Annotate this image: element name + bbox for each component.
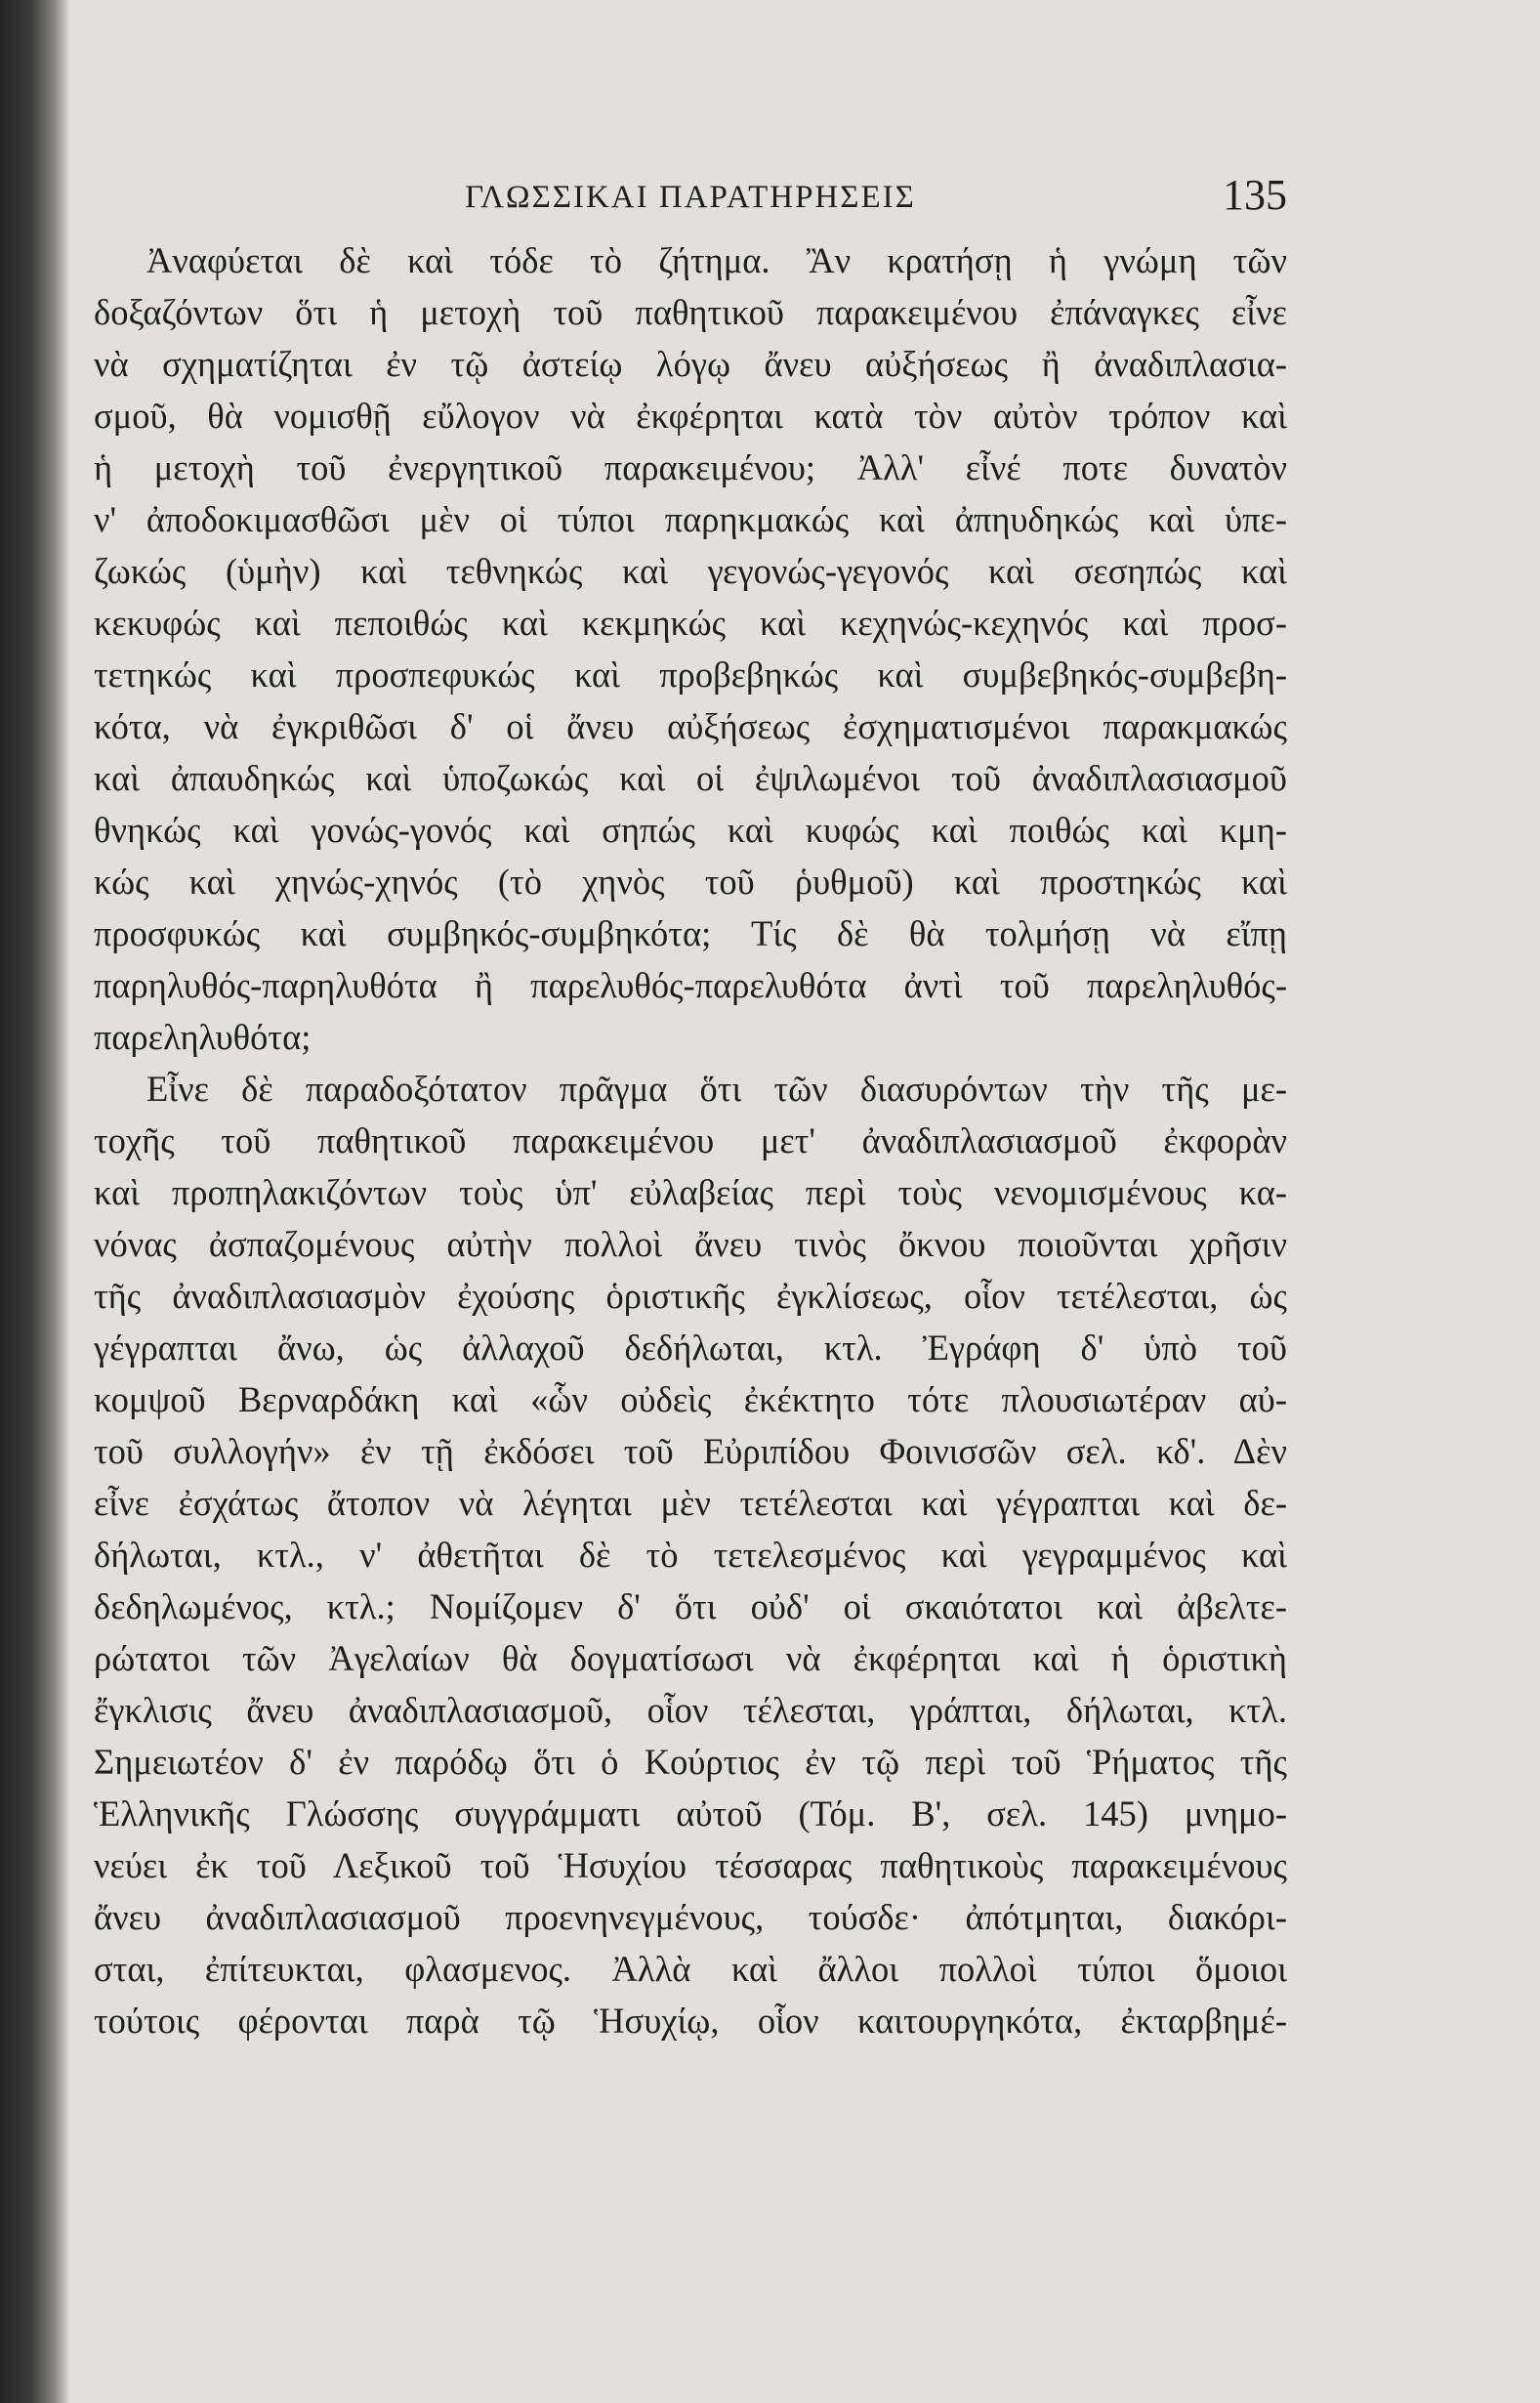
text-line: Ἀναφύεται δὲ καὶ τόδε τὸ ζήτημα. Ἂν κρατήσῃ ἡ γνώμη τῶν bbox=[146, 240, 1287, 280]
text-line: Σημειωτέον δ' ἐν παρόδῳ ὅτι ὁ Κούρτιος ἐν τῷ περὶ τοῦ Ῥήματος τῆς bbox=[94, 1742, 1287, 1782]
text-line: νεύει ἐκ τοῦ Λεξικοῦ τοῦ Ἡσυχίου τέσσαρας παθητικοὺς παρακειμένους bbox=[94, 1845, 1287, 1885]
text-line: τούτοις φέρονται παρὰ τῷ Ἡσυχίῳ, οἷον καιτουργηκότα, ἐκταρβημέ- bbox=[94, 2001, 1287, 2041]
body-text bbox=[94, 234, 1287, 2046]
text-line: κεκυφώς καὶ πεποιθώς καὶ κεκμηκώς καὶ κεχηνώς-κεχηνός καὶ προσ- bbox=[94, 603, 1287, 643]
paragraph-1 bbox=[94, 234, 1287, 1063]
text-line: ἄνευ ἀναδιπλασιασμοῦ προενηνεγμένους, τούσδε· ἀπότμηται, διακόρι- bbox=[94, 1897, 1287, 1937]
text-line: νόνας ἀσπαζομένους αὐτὴν πολλοὶ ἄνευ τινὸς ὄκνου ποιοῦνται χρῆσιν bbox=[94, 1224, 1287, 1264]
text-line: ζωκώς (ὑμὴν) καὶ τεθνηκώς καὶ γεγονώς-γεγονός καὶ σεσηπώς καὶ bbox=[94, 551, 1287, 591]
running-title: ΓΛΩΣΣΙΚΑΙ ΠΑΡΑΤΗΡΗΣΕΙΣ bbox=[465, 180, 916, 215]
book-page bbox=[94, 156, 1287, 2325]
text-line: ν' ἀποδοκιμασθῶσι μὲν οἱ τύποι παρηκμακώς καὶ ἀπηυδηκώς καὶ ὑπε- bbox=[94, 499, 1287, 539]
paragraph-2 bbox=[94, 1063, 1287, 2046]
text-line: κομψοῦ Βερναρδάκη καὶ «ὧν οὐδεὶς ἐκέκτητο τότε πλουσιωτέραν αὐ- bbox=[94, 1379, 1287, 1419]
text-line: Ἑλληνικῆς Γλώσσης συγγράμματι αὐτοῦ (Τόμ. Β', σελ. 145) μνημο- bbox=[94, 1793, 1287, 1834]
text-line: τῆς ἀναδιπλασιασμὸν ἐχούσης ὁριστικῆς ἐγκλίσεως, οἷον τετέλεσται, ὡς bbox=[94, 1276, 1287, 1316]
text-line: κότα, νὰ ἐγκριθῶσι δ' οἱ ἄνευ αὐξήσεως ἐσχηματισμένοι παρακμακώς bbox=[94, 706, 1287, 746]
text-line: ρώτατοι τῶν Ἀγελαίων θὰ δογματίσωσι νὰ ἐκφέρηται καὶ ἡ ὁριστικὴ bbox=[94, 1638, 1287, 1678]
text-line: σμοῦ, θὰ νομισθῇ εὔλογον νὰ ἐκφέρηται κατὰ τὸν αὐτὸν τρόπον καὶ bbox=[94, 396, 1287, 436]
text-line: προσφυκώς καὶ συμβηκός-συμβηκότα; Τίς δὲ θὰ τολμήσῃ νὰ εἴπῃ bbox=[94, 913, 1287, 953]
text-line: καὶ προπηλακιζόντων τοὺς ὑπ' εὐλαβείας περὶ τοὺς νενομισμένους κα- bbox=[94, 1172, 1287, 1212]
text-line: τοχῆς τοῦ παθητικοῦ παρακειμένου μετ' ἀναδιπλασιασμοῦ ἐκφορὰν bbox=[94, 1120, 1287, 1160]
text-line: παρηλυθός-παρηλυθότα ἢ παρελυθός-παρελυθότα ἀντὶ τοῦ παρεληλυθός-παρεληλυθότα; bbox=[94, 965, 1287, 1057]
text-line: σται, ἐπίτευκται, φλασμενος. Ἀλλὰ καὶ ἄλλοι πολλοὶ τύποι ὅμοιοι bbox=[94, 1949, 1287, 1989]
text-line: κώς καὶ χηνώς-χηνός (τὸ χηνὸς τοῦ ῥυθμοῦ) καὶ προστηκώς καὶ bbox=[94, 862, 1287, 902]
running-head bbox=[94, 156, 1287, 234]
text-line: δοξαζόντων ὅτι ἡ μετοχὴ τοῦ παθητικοῦ παρακειμένου ἐπάναγκες εἶνε bbox=[94, 292, 1287, 332]
text-line: εἶνε ἐσχάτως ἄτοπον νὰ λέγηται μὲν τετέλεσται καὶ γέγραπται καὶ δε- bbox=[94, 1483, 1287, 1523]
text-line: τετηκώς καὶ προσπεφυκώς καὶ προβεβηκώς καὶ συμβεβηκός-συμβεβη- bbox=[94, 654, 1287, 695]
book-binding-shadow bbox=[0, 0, 68, 2403]
text-line: καὶ ἀπαυδηκώς καὶ ὑποζωκώς καὶ οἱ ἐψιλωμένοι τοῦ ἀναδιπλασιασμοῦ bbox=[94, 758, 1287, 798]
text-line: Εἶνε δὲ παραδοξότατον πρᾶγμα ὅτι τῶν διασυρόντων τὴν τῆς με- bbox=[146, 1069, 1287, 1109]
text-line: θνηκώς καὶ γονώς-γονός καὶ σηπώς καὶ κυφώς καὶ ποιθώς καὶ κμη- bbox=[94, 810, 1287, 850]
page-number: 135 bbox=[1223, 171, 1287, 219]
text-line: ἡ μετοχὴ τοῦ ἐνεργητικοῦ παρακειμένου; Ἀλλ' εἶνέ ποτε δυνατὸν bbox=[94, 447, 1287, 487]
text-line: ἔγκλισις ἄνευ ἀναδιπλασιασμοῦ, οἷον τέλεσται, γράπται, δήλωται, κτλ. bbox=[94, 1690, 1287, 1730]
text-line: γέγραπται ἄνω, ὡς ἀλλαχοῦ δεδήλωται, κτλ. Ἐγράφη δ' ὑπὸ τοῦ bbox=[94, 1328, 1287, 1368]
text-line: δεδηλωμένος, κτλ.; Νομίζομεν δ' ὅτι οὐδ' οἱ σκαιότατοι καὶ ἀβελτε- bbox=[94, 1586, 1287, 1626]
text-line: τοῦ συλλογήν» ἐν τῇ ἐκδόσει τοῦ Εὐριπίδου Φοινισσῶν σελ. κδ'. Δὲν bbox=[94, 1431, 1287, 1471]
text-line: δήλωται, κτλ., ν' ἀθετῆται δὲ τὸ τετελεσμένος καὶ γεγραμμένος καὶ bbox=[94, 1535, 1287, 1575]
text-line: νὰ σχηματίζηται ἐν τῷ ἀστείῳ λόγῳ ἄνευ αὐξήσεως ἢ ἀναδιπλασια- bbox=[94, 344, 1287, 384]
